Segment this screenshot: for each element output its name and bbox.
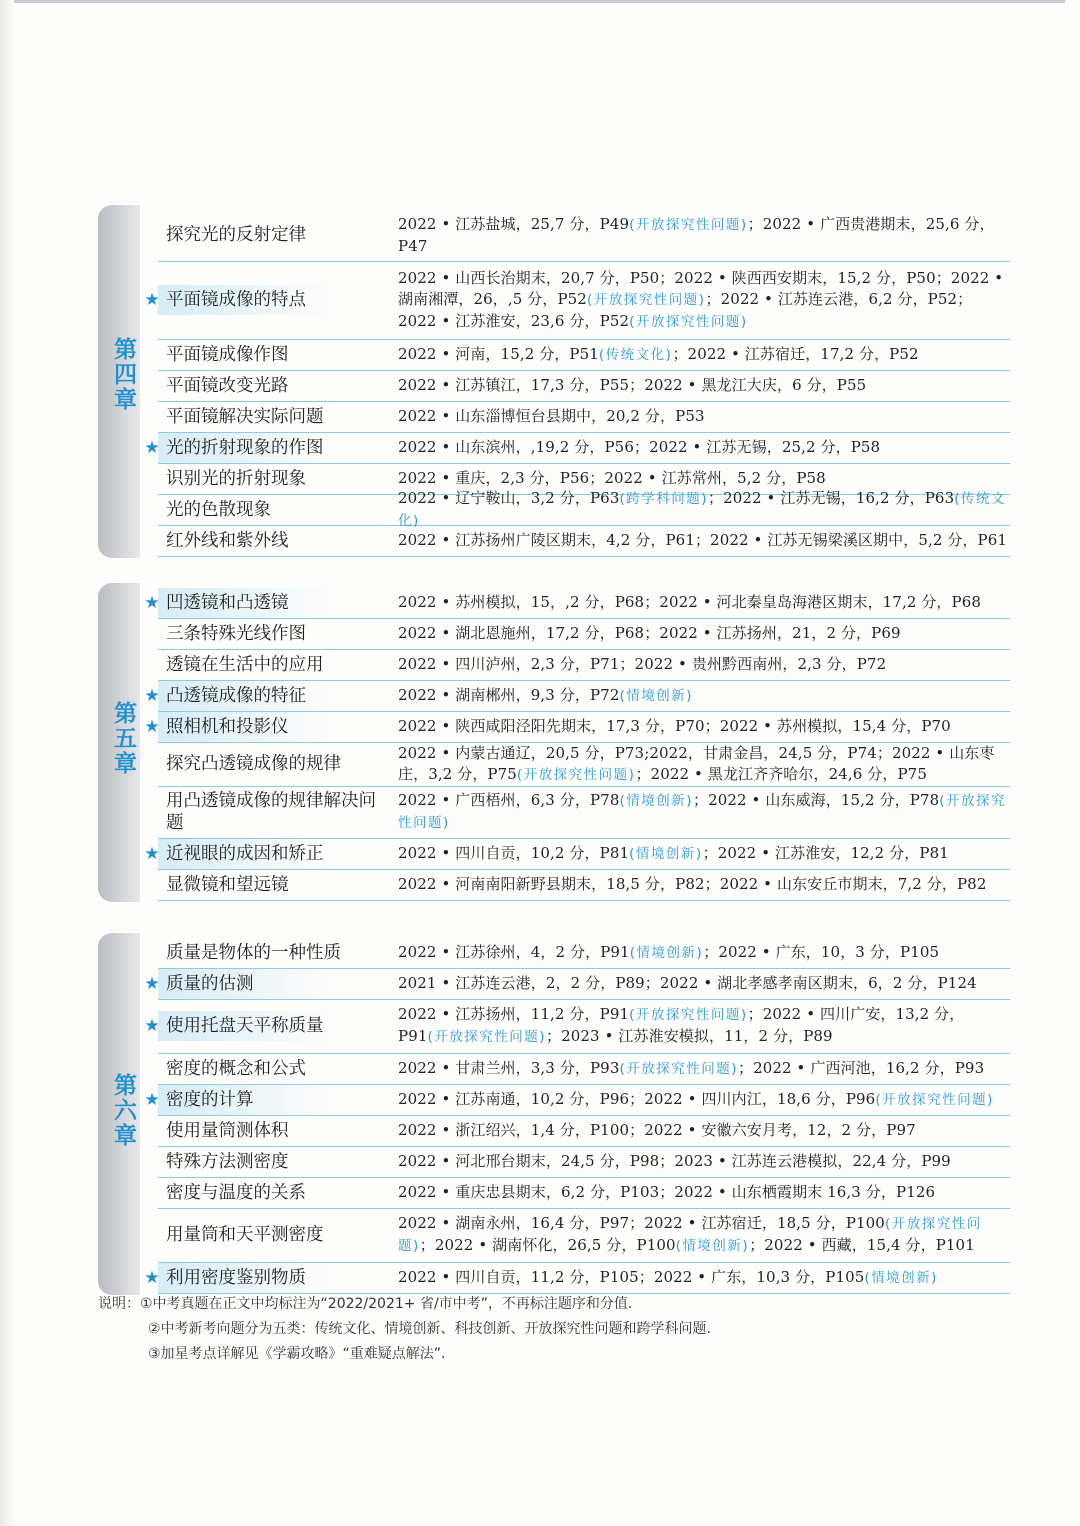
table-row	[158, 401, 1010, 433]
source-text: 2022 • 四川泸州，2,3 分，P71；2022 • 贵州黔西南州，2,3 分，P72	[398, 655, 887, 673]
source-text: ；2022 • 广西河池，16,2 分，P93	[738, 1058, 985, 1077]
source-cell	[390, 1182, 1010, 1203]
table-row	[158, 742, 1010, 787]
category-tag: (情境创新)	[629, 845, 703, 862]
source-cell	[390, 592, 1010, 613]
source-cell	[390, 623, 1010, 644]
source-cell	[390, 654, 1010, 675]
source-text: 2022 • 浙江绍兴，1,4 分，P100；2022 • 安徽六安月考，12，2 分，P97	[398, 1121, 916, 1139]
category-tag: (开放探究性问题)	[629, 313, 748, 330]
topic-cell: 密度的计算	[158, 1089, 390, 1111]
topic-cell: 凸透镜成像的特征	[158, 685, 390, 707]
table-row	[158, 649, 1010, 681]
source-text: 2022 • 江苏徐州，4，2 分，P91	[398, 942, 630, 961]
source-cell	[390, 1089, 1010, 1111]
source-text: 2022 • 江苏镇江，17,3 分，P55；2022 • 黑龙江大庆，6 分，P55	[398, 376, 867, 394]
source-text: 2022 • 山东淄博恒台县期中，20,2 分，P53	[398, 407, 705, 425]
table-row	[158, 525, 1010, 557]
top-edge-line	[0, 0, 1065, 3]
source-text: 2022 • 内蒙古通辽，20,5 分，P73;2022，甘肃金昌，24,5 分，P74；2022 • 山东枣庄，3,2 分，P75	[398, 743, 995, 783]
star-icon: ★	[144, 1267, 160, 1288]
source-text: 2022 • 江苏南通，10,2 分，P96；2022 • 四川内江，18,6 分，P96	[398, 1089, 876, 1108]
source-text: ；2022 • 广东，10，3 分，P105	[703, 942, 940, 961]
source-text: ；2022 • 江苏淮安，12,2 分，P81	[702, 843, 949, 862]
topic-cell: 特殊方法测密度	[166, 1151, 289, 1172]
topic-cell: 平面镜成像作图	[166, 344, 289, 365]
topic-cell: 光的折射现象的作图	[158, 437, 390, 459]
topic-cell: 利用密度鉴别物质	[158, 1267, 390, 1289]
topic-cell: 平面镜成像的特点	[158, 289, 390, 311]
table-row	[144, 968, 1010, 1000]
table-row	[158, 618, 1010, 650]
table-row	[158, 370, 1010, 402]
source-cell	[390, 843, 1010, 865]
category-tag: (情境创新)	[864, 1269, 938, 1286]
category-tag: (开放探究性问题)	[398, 1216, 982, 1254]
topic-cell: 红外线和紫外线	[166, 530, 289, 551]
category-tag: (开放探究性问题)	[516, 766, 636, 783]
source-text: ；2022 • 江苏无锡，16,2 分，P63	[708, 488, 955, 507]
table-row	[158, 937, 1010, 969]
chapter-block	[98, 205, 1010, 558]
topic-cell: 用量筒和天平测密度	[166, 1225, 324, 1245]
star-icon: ★	[144, 290, 160, 310]
source-text: 2022 • 重庆，2,3 分，P56；2022 • 江苏常州，5,2 分，P58	[398, 469, 826, 487]
source-text: 2022 • 河南南阳新野县期末，18,5 分，P82；2022 • 山东安丘市期末，7,2 分，P82	[398, 875, 987, 893]
category-tag: (开放探究性问题)	[619, 1060, 739, 1077]
source-cell	[390, 1004, 1010, 1048]
source-text: ；2022 • 黑龙江齐齐哈尔，24,6 分，P75	[635, 764, 927, 783]
source-cell	[390, 437, 1010, 458]
source-cell	[390, 716, 1010, 737]
topic-cell: 密度的概念和公式	[166, 1058, 306, 1079]
source-cell	[390, 973, 1010, 994]
table-row	[158, 786, 1010, 839]
category-tag: (开放探究性问题)	[875, 1091, 994, 1108]
source-cell	[390, 214, 1010, 257]
source-text: 2022 • 四川自贡，10,2 分，P81	[398, 843, 630, 862]
topic-cell: 使用托盘天平称质量	[158, 1015, 390, 1037]
topic-cell: 凹透镜和凸透镜	[158, 592, 390, 614]
category-tag: (开放探究性问题)	[629, 216, 748, 233]
table-row	[158, 488, 1010, 529]
source-cell	[390, 530, 1010, 551]
category-tag: (跨学科问题)	[619, 490, 709, 507]
category-tag: (情境创新)	[619, 793, 694, 809]
table-row	[158, 1146, 1010, 1178]
source-cell	[390, 344, 1010, 366]
category-tag: (开放探究性问题)	[586, 291, 706, 308]
source-cell	[390, 1213, 1010, 1257]
source-text: 2022 • 江苏盐城，25,7 分，P49	[398, 214, 630, 233]
topic-cell: 照相机和投影仪	[158, 716, 390, 738]
table-row	[158, 1053, 1010, 1085]
note-2: ②中考新考向题分为五类：传统文化、情境创新、科技创新、开放探究性问题和跨学科问题.	[148, 1321, 711, 1337]
source-text: ；2022 • 江苏连云港，6,2 分，P52；2022 • 江苏淮安，23,6 分，P52	[398, 289, 973, 330]
topic-cell: 使用量筒测体积	[166, 1120, 289, 1141]
topic-cell: 探究光的反射定律	[166, 225, 306, 245]
source-text: 2022 • 辽宁鞍山，3,2 分，P63	[398, 488, 620, 507]
star-icon: ★	[144, 716, 160, 737]
source-cell	[390, 1267, 1010, 1289]
source-cell	[390, 268, 1010, 333]
category-tag: (情境创新)	[619, 687, 694, 704]
chapter-block	[98, 933, 1010, 1295]
star-icon: ★	[144, 843, 160, 864]
table-row	[158, 1177, 1010, 1209]
category-tag: (开放探究性问题)	[427, 1029, 547, 1045]
source-text: 2022 • 陕西咸阳泾阳先期末，17,3 分，P70；2022 • 苏州模拟，15,4 分，P70	[398, 717, 951, 735]
table-row	[144, 680, 1010, 712]
topic-cell: 质量的估测	[158, 973, 390, 995]
source-text: ；2022 • 四川广安，13,2 分，P91	[398, 1005, 965, 1045]
table-row	[144, 1084, 1010, 1116]
source-cell	[390, 790, 1010, 834]
topic-cell: 用凸透镜成像的规律解决问题	[166, 791, 376, 833]
source-text: 2022 • 江苏扬州，11,2 分，P91	[398, 1005, 630, 1023]
source-text: 2022 • 河南，15,2 分，P51	[398, 344, 599, 363]
table-row	[144, 711, 1010, 743]
source-cell	[390, 685, 1010, 707]
source-text: 2022 • 苏州模拟，15，,2 分，P68；2022 • 河北秦皇岛海港区期末，17,2 分，P68	[398, 593, 982, 611]
source-text: ；2022 • 湖南怀化，26,5 分，P100	[419, 1236, 676, 1254]
topic-cell: 识别光的折射现象	[166, 468, 306, 489]
chapter-label: 第四章	[110, 337, 136, 412]
source-text: 2022 • 湖南郴州，9,3 分，P72	[398, 685, 620, 704]
table-row	[144, 432, 1010, 464]
source-text: 2022 • 山西长治期末，20,7 分，P50；2022 • 陕西西安期末，15,2 分，P50；2022 • 湖南湘潭，26，,5 分，P52	[398, 268, 1004, 308]
topic-cell: 平面镜改变光路	[166, 375, 289, 396]
star-icon: ★	[144, 592, 160, 613]
category-tag: (情境创新)	[629, 944, 704, 961]
star-icon: ★	[144, 1089, 160, 1110]
source-text: ；2022 • 江苏宿迁，17,2 分，P52	[672, 344, 919, 363]
source-cell	[390, 942, 1010, 964]
topic-cell: 平面镜解决实际问题	[166, 406, 324, 427]
source-cell	[390, 874, 1010, 895]
star-icon: ★	[144, 685, 160, 706]
source-text: ；2022 • 西藏，15,4 分，P101	[749, 1236, 975, 1254]
category-tag: (传统文化)	[398, 490, 1007, 529]
source-text: ；2022 • 山东威海，15,2 分，P78	[693, 791, 940, 809]
source-text: 2022 • 河北邢台期末，24,5 分，P98；2023 • 江苏连云港模拟，22,4 分，P99	[398, 1152, 951, 1170]
table-row	[158, 339, 1010, 371]
category-tag: (开放探究性问题)	[398, 793, 1007, 831]
topic-cell: 近视眼的成因和矫正	[158, 843, 390, 865]
source-cell	[390, 1120, 1010, 1141]
table-row	[158, 1208, 1010, 1263]
table-row	[158, 209, 1010, 262]
source-cell	[390, 375, 1010, 396]
table-row	[158, 1115, 1010, 1147]
table-row	[144, 261, 1010, 340]
topic-cell: 密度与温度的关系	[166, 1182, 306, 1203]
category-tag: (情境创新)	[675, 1238, 750, 1254]
source-text: ；2023 • 江苏淮安模拟，11，2 分，P89	[546, 1027, 833, 1045]
star-icon: ★	[144, 437, 160, 458]
table-row	[144, 1262, 1010, 1294]
note-1: 说明：①中考真题在正文中均标注为“2022/2021+ 省/市中考”，不再标注题序和分值.	[98, 1296, 633, 1312]
source-cell	[390, 406, 1010, 427]
source-text: 2022 • 广西梧州，6,3 分，P78	[398, 791, 620, 809]
category-tag: (开放探究性问题)	[629, 1007, 748, 1023]
table-row	[144, 587, 1010, 619]
source-cell	[390, 468, 1010, 489]
star-icon: ★	[144, 973, 160, 994]
topic-cell: 三条特殊光线作图	[166, 623, 306, 644]
chapter-label: 第六章	[110, 1073, 136, 1148]
source-text: 2022 • 甘肃兰州，3,3 分，P93	[398, 1058, 620, 1077]
source-text: 2022 • 湖北恩施州，17,2 分，P68；2022 • 江苏扬州，21，2 分，P69	[398, 624, 901, 642]
notes	[98, 1292, 998, 1367]
source-cell	[390, 1151, 1010, 1172]
source-cell	[390, 743, 1010, 786]
category-tag: (传统文化)	[598, 346, 673, 363]
chapter-label: 第五章	[110, 701, 136, 776]
star-icon: ★	[144, 1016, 160, 1036]
source-text: 2022 • 湖南永州，16,4 分，P97；2022 • 江苏宿迁，18,5 分，P100	[398, 1214, 885, 1232]
source-text: ；2022 • 广西贵港期末，25,6 分，P47	[398, 214, 995, 255]
topic-cell: 光的色散现象	[166, 499, 271, 520]
table-row	[158, 869, 1010, 901]
note-3: ③加星考点详解见《学霸攻略》“重难疑点解法”.	[148, 1346, 446, 1362]
chapter-block	[98, 583, 1010, 902]
source-text: 2022 • 重庆忠县期末，6,2 分，P103；2022 • 山东栖霞期末 16,3 分，P126	[398, 1183, 936, 1201]
topic-cell: 显微镜和望远镜	[166, 874, 289, 895]
table-row	[144, 999, 1010, 1054]
source-text: 2021 • 江苏连云港，2，2 分，P89；2022 • 湖北孝感孝南区期末，6，2 分，P124	[398, 974, 977, 992]
source-text: 2022 • 四川自贡，11,2 分，P105；2022 • 广东，10,3 分，P105	[398, 1267, 865, 1286]
topic-cell: 质量是物体的一种性质	[166, 942, 341, 963]
source-text: 2022 • 山东滨州，,19,2 分，P56；2022 • 江苏无锡，25,2 分，P58	[398, 438, 881, 456]
topic-cell: 探究凸透镜成像的规律	[166, 754, 341, 774]
table-row	[144, 838, 1010, 870]
topic-cell: 透镜在生活中的应用	[166, 654, 324, 675]
page-shadow	[0, 0, 14, 1526]
source-text: 2022 • 江苏扬州广陵区期末，4,2 分，P61；2022 • 江苏无锡梁溪区期中，5,2 分，P61	[398, 531, 1008, 549]
source-cell	[390, 1058, 1010, 1080]
